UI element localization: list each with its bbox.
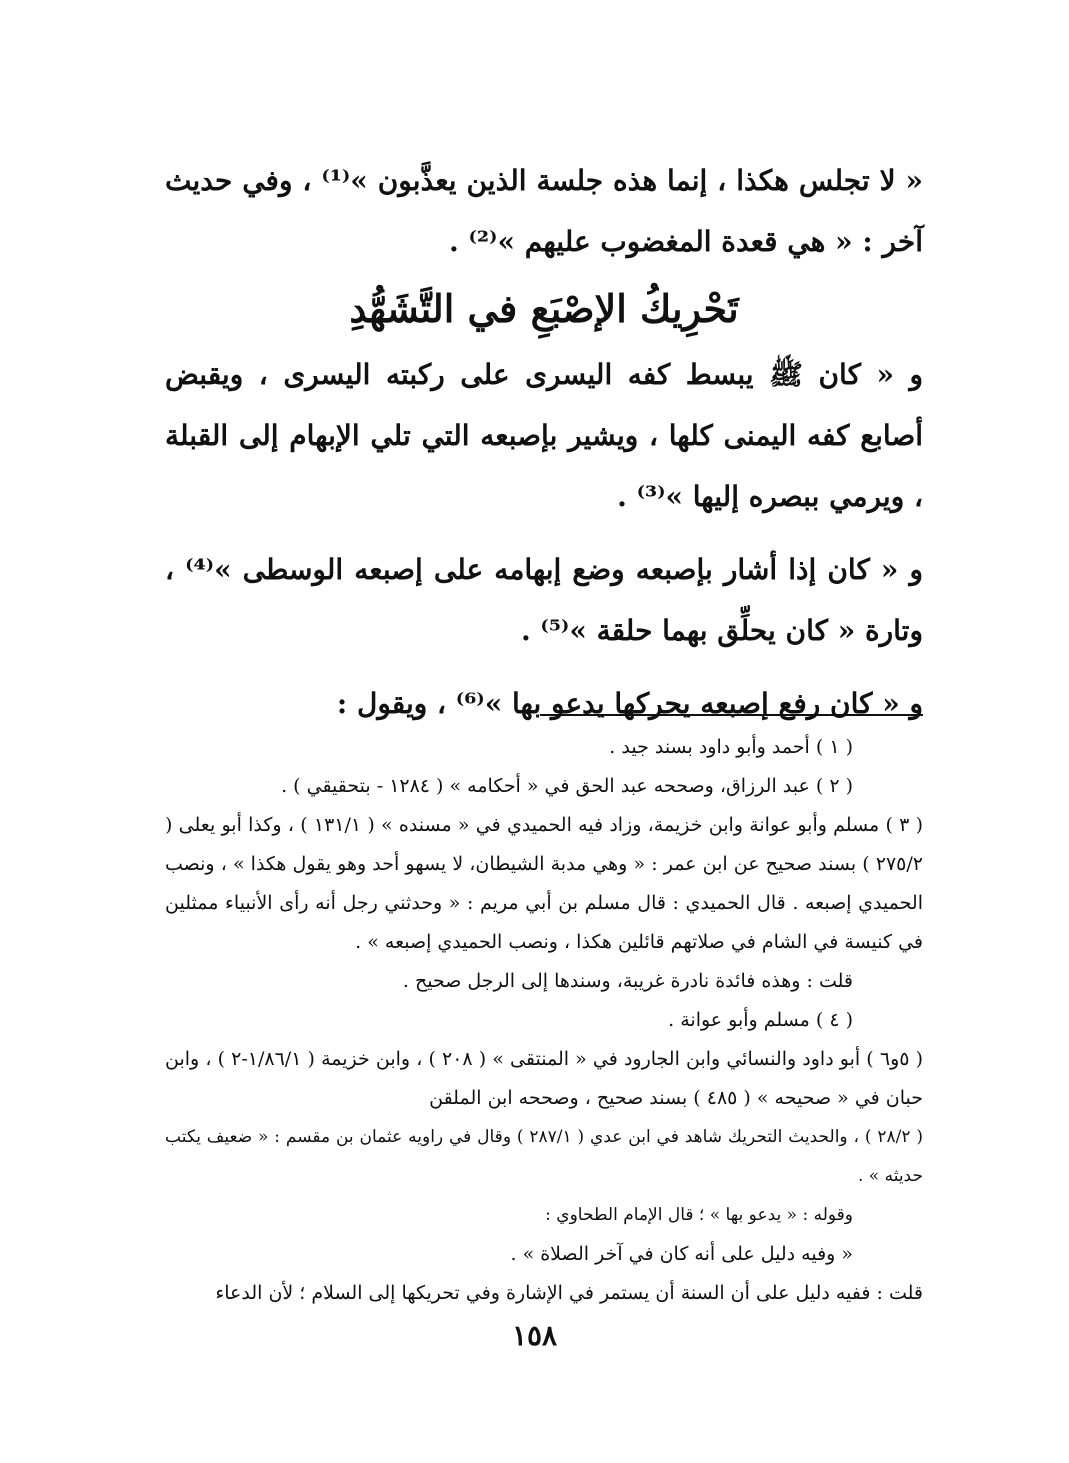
- paragraph-4: و « كان رفع إصبعه يحركها يدعو بها »⁽⁶⁾ ، ويقول :: [336, 687, 923, 720]
- footnote-1: ( ١ ) أحمد وأبو داود بسند جيد .: [609, 736, 853, 758]
- footnote-separator: [540, 714, 923, 716]
- footnote-4: ( ٤ ) مسلم وأبو عوانة .: [668, 1009, 853, 1031]
- footnotes: [165, 728, 923, 1313]
- footnote-3: ( ٣ ) مسلم وأبو عوانة وابن خزيمة، وزاد فيه الحميدي في « مسنده » ( ١٣١/١ ) ، وكذا أبو يعلى ( ٢٧٥/٢ ) بسند صحيح عن ابن عمر : « وهي مدبة الشيطان، لا يسهو أحد وهو يقول هكذا » ، ونصب الحميدي إصبعه . قال الحميدي : قال مسلم بن أبي مريم : « وحدثني رجل أنه رأى الأنبياء ممثلين في كنيسة في الشام في صلاتهم قائلين هكذا ، ونصب الحميدي إصبعه » .: [165, 814, 924, 953]
- footnote-5-6-cont: ( ٢٨/٢ ) ، والحديث التحريك شاهد في ابن عدي ( ٢٨٧/١ ) وقال في راويه عثمان بن مقسم : « ضعيف يكتب حديثه » .: [165, 1127, 924, 1186]
- paragraph-2: و « كان ﷺ يبسط كفه اليسرى على ركبته اليسرى ، ويقبض أصابع كفه اليمنى كلها ، ويشير بإصبعه التي تلي الإبهام إلى القبلة ، ويرمي ببصره إليها »⁽³⁾ .: [165, 358, 924, 513]
- footnote-2: ( ٢ ) عبد الرزاق، وصححه عبد الحق في « أحكامه » ( ١٢٨٤ - بتحقيقي ) .: [281, 775, 853, 797]
- footnote-5-6: ( ٥و٦ ) أبو داود والنسائي وابن الجارود في « المنتقى » ( ٢٠٨ ) ، وابن خزيمة ( ١/٨٦/١-٢ ) ، وابن حبان في « صحيحه » ( ٤٨٥ ) بسند صحيح ، وصححه ابن الملقن: [165, 1048, 924, 1109]
- footnote-6-comment: قلت : ففيه دليل على أن السنة أن يستمر في الإشارة وفي تحريكها إلى السلام ؛ لأن الدعاء: [215, 1282, 923, 1304]
- footnote-6-quote-intro: وقوله : « يدعو بها » ؛ قال الإمام الطحاوي :: [545, 1205, 853, 1225]
- paragraph-1: « لا تجلس هكذا ، إنما هذه جلسة الذين يعذَّبون »⁽¹⁾ ، وفي حديث آخر : « هي قعدة المغضوب عليهم »⁽²⁾ .: [165, 164, 923, 258]
- section-heading: تَحْرِيكُ الإصْبَعِ في التَّشَهُّدِ: [349, 286, 739, 331]
- footnote-6-quote: « وفيه دليل على أنه كان في آخر الصلاة » .: [510, 1243, 853, 1265]
- main-text: [165, 150, 923, 734]
- footnote-3-comment: قلت : وهذه فائدة نادرة غريبة، وسندها إلى الرجل صحيح .: [402, 970, 853, 992]
- paragraph-3: و « كان إذا أشار بإصبعه وضع إبهامه على إصبعه الوسطى »⁽⁴⁾ ، وتارة « كان يحلِّق بهما حلقة »⁽⁵⁾ .: [165, 553, 923, 647]
- page-number: ١٥٨: [511, 1319, 558, 1352]
